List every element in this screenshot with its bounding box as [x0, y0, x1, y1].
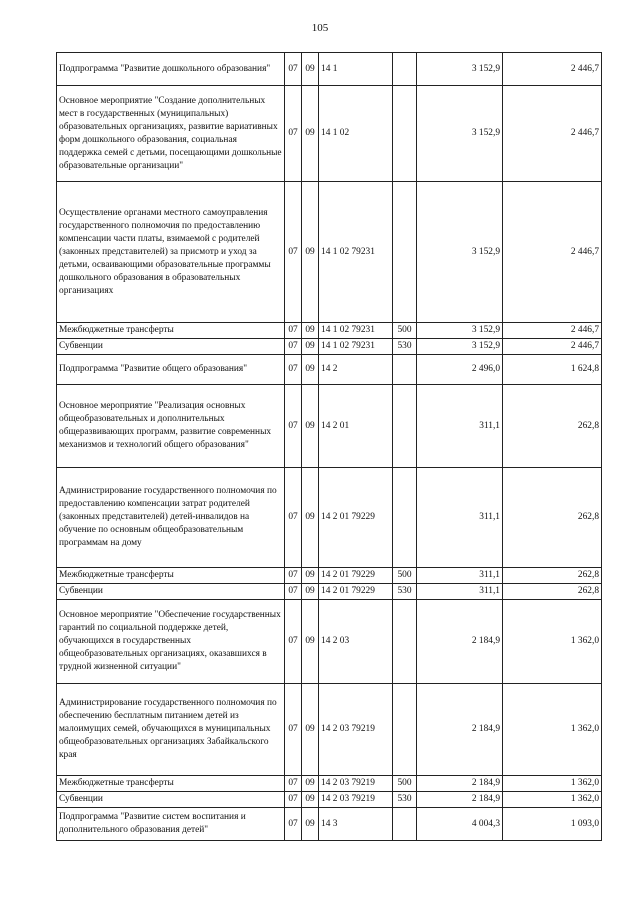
row-name: Межбюджетные трансферты [57, 568, 285, 584]
row-vr: 530 [393, 339, 417, 355]
table-row [57, 323, 602, 339]
row-pr: 09 [302, 584, 319, 600]
row-vr [393, 385, 417, 468]
row-csr: 14 1 [319, 53, 393, 86]
row-csr: 14 1 02 79231 [319, 323, 393, 339]
budget-table [56, 52, 602, 841]
row-rz: 07 [285, 568, 302, 584]
row-amount-2: 1 624,8 [503, 355, 602, 385]
row-vr [393, 182, 417, 323]
table-row [57, 808, 602, 841]
row-amount-2: 262,8 [503, 568, 602, 584]
row-amount-2: 1 362,0 [503, 600, 602, 684]
row-name: Администрирование государственного полномочия по предоставлению компенсации затрат родителей (законных представителей) детей-инвалидов на обучение по основным общеобразовательным программам на дому [57, 468, 285, 568]
row-pr: 09 [302, 808, 319, 841]
row-csr: 14 3 [319, 808, 393, 841]
table-row [57, 86, 602, 182]
row-rz: 07 [285, 584, 302, 600]
row-pr: 09 [302, 53, 319, 86]
row-rz: 07 [285, 182, 302, 323]
row-amount-1: 2 184,9 [417, 600, 503, 684]
row-rz: 07 [285, 355, 302, 385]
row-amount-2: 262,8 [503, 584, 602, 600]
row-amount-2: 2 446,7 [503, 182, 602, 323]
row-amount-1: 311,1 [417, 568, 503, 584]
row-amount-1: 311,1 [417, 584, 503, 600]
row-amount-2: 2 446,7 [503, 323, 602, 339]
row-amount-2: 2 446,7 [503, 53, 602, 86]
row-pr: 09 [302, 600, 319, 684]
row-csr: 14 2 01 79229 [319, 584, 393, 600]
row-csr: 14 1 02 [319, 86, 393, 182]
row-amount-2: 1 362,0 [503, 776, 602, 792]
row-name: Администрирование государственного полномочия по обеспечению бесплатным питанием детей из малоимущих семей, обучающихся в муниципальных общеобразовательных организациях Забайкальского края [57, 684, 285, 776]
table-row [57, 468, 602, 568]
row-name: Субвенции [57, 584, 285, 600]
row-name: Межбюджетные трансферты [57, 776, 285, 792]
row-csr: 14 1 02 79231 [319, 182, 393, 323]
row-rz: 07 [285, 53, 302, 86]
row-amount-2: 1 362,0 [503, 792, 602, 808]
row-amount-1: 2 184,9 [417, 792, 503, 808]
row-pr: 09 [302, 86, 319, 182]
row-pr: 09 [302, 182, 319, 323]
row-name: Осуществление органами местного самоуправления государственного полномочия по предоставлению компенсации части платы, взимаемой с родителей (законных представителей) за присмотр и уход за детьми, осваивающими образовательные программы дошкольного образования в образовательных организациях [57, 182, 285, 323]
row-amount-2: 1 362,0 [503, 684, 602, 776]
row-amount-2: 1 093,0 [503, 808, 602, 841]
row-pr: 09 [302, 568, 319, 584]
table-row [57, 684, 602, 776]
row-pr: 09 [302, 355, 319, 385]
row-name: Основное мероприятие "Реализация основных общеобразовательных и дополнительных общеразвивающих программ, развитие современных механизмов и технологий общего образования" [57, 385, 285, 468]
row-amount-2: 2 446,7 [503, 86, 602, 182]
row-rz: 07 [285, 468, 302, 568]
row-pr: 09 [302, 792, 319, 808]
row-csr: 14 1 02 79231 [319, 339, 393, 355]
row-name: Подпрограмма "Развитие общего образования" [57, 355, 285, 385]
row-amount-1: 3 152,9 [417, 323, 503, 339]
row-amount-2: 262,8 [503, 385, 602, 468]
row-name: Основное мероприятие "Обеспечение государственных гарантий по социальной поддержке детей, обучающихся в государственных общеобразовательных организациях, оказавшихся в трудной жизненной ситуации" [57, 600, 285, 684]
row-rz: 07 [285, 339, 302, 355]
row-csr: 14 2 [319, 355, 393, 385]
row-amount-1: 2 496,0 [417, 355, 503, 385]
table-row [57, 53, 602, 86]
row-vr: 500 [393, 568, 417, 584]
row-csr: 14 2 03 79219 [319, 684, 393, 776]
row-vr [393, 355, 417, 385]
row-rz: 07 [285, 600, 302, 684]
row-vr [393, 86, 417, 182]
row-amount-1: 3 152,9 [417, 339, 503, 355]
table-row [57, 584, 602, 600]
table-row [57, 355, 602, 385]
row-csr: 14 2 03 79219 [319, 776, 393, 792]
row-rz: 07 [285, 323, 302, 339]
table-row [57, 792, 602, 808]
row-rz: 07 [285, 684, 302, 776]
row-rz: 07 [285, 385, 302, 468]
row-rz: 07 [285, 792, 302, 808]
row-amount-1: 3 152,9 [417, 182, 503, 323]
row-vr [393, 684, 417, 776]
row-pr: 09 [302, 684, 319, 776]
row-vr: 530 [393, 584, 417, 600]
row-amount-1: 3 152,9 [417, 53, 503, 86]
page-number: 105 [311, 22, 329, 34]
table-row [57, 339, 602, 355]
row-amount-2: 262,8 [503, 468, 602, 568]
row-name: Основное мероприятие "Создание дополнительных мест в государственных (муниципальных) образовательных организациях, развитие вариативных форм дошкольного образования, социальная поддержка семей с детьми, посещающими дошкольные образовательные организации" [57, 86, 285, 182]
row-rz: 07 [285, 86, 302, 182]
row-vr: 500 [393, 323, 417, 339]
row-amount-1: 2 184,9 [417, 776, 503, 792]
row-name: Субвенции [57, 792, 285, 808]
row-amount-1: 2 184,9 [417, 684, 503, 776]
row-vr [393, 468, 417, 568]
row-name: Подпрограмма "Развитие систем воспитания и дополнительного образования детей" [57, 808, 285, 841]
row-amount-1: 311,1 [417, 468, 503, 568]
row-vr: 530 [393, 792, 417, 808]
row-pr: 09 [302, 468, 319, 568]
row-csr: 14 2 01 79229 [319, 568, 393, 584]
row-pr: 09 [302, 339, 319, 355]
row-pr: 09 [302, 385, 319, 468]
row-csr: 14 2 01 79229 [319, 468, 393, 568]
budget-table-body [57, 53, 602, 841]
table-row [57, 568, 602, 584]
row-name: Субвенции [57, 339, 285, 355]
row-amount-1: 3 152,9 [417, 86, 503, 182]
row-amount-1: 311,1 [417, 385, 503, 468]
row-vr [393, 53, 417, 86]
row-pr: 09 [302, 323, 319, 339]
table-row [57, 776, 602, 792]
row-name: Межбюджетные трансферты [57, 323, 285, 339]
row-amount-2: 2 446,7 [503, 339, 602, 355]
row-csr: 14 2 01 [319, 385, 393, 468]
table-row [57, 385, 602, 468]
row-name: Подпрограмма "Развитие дошкольного образования" [57, 53, 285, 86]
row-csr: 14 2 03 79219 [319, 792, 393, 808]
row-vr [393, 808, 417, 841]
row-csr: 14 2 03 [319, 600, 393, 684]
row-vr [393, 600, 417, 684]
table-row [57, 600, 602, 684]
table-row [57, 182, 602, 323]
row-pr: 09 [302, 776, 319, 792]
row-amount-1: 4 004,3 [417, 808, 503, 841]
row-vr: 500 [393, 776, 417, 792]
row-rz: 07 [285, 776, 302, 792]
row-rz: 07 [285, 808, 302, 841]
